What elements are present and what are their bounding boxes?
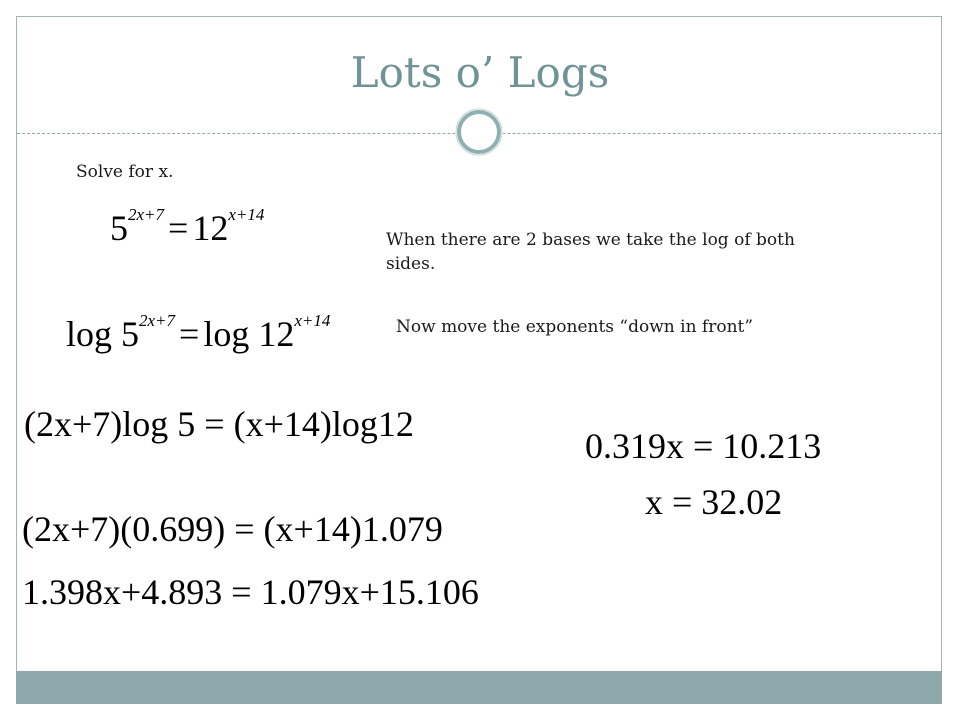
equation-log-both-sides <box>66 311 331 354</box>
equation-exponential <box>110 205 265 248</box>
eq2-left-base: 5 <box>121 314 140 354</box>
equation-simplified: 0.319x = 10.213 <box>585 426 822 466</box>
eq1-equals: = <box>168 208 189 248</box>
eq1-right-exponent: x+14 <box>228 205 265 224</box>
eq2-right-log: log <box>203 314 250 354</box>
eq2-right-exponent: x+14 <box>294 311 331 330</box>
eq1-left-exponent: 2x+7 <box>128 205 165 224</box>
equation-exponents-down: (2x+7)log 5 = (x+14)log12 <box>24 404 414 444</box>
eq2-right-base: 12 <box>258 314 295 354</box>
prompt-text: Solve for x. <box>76 162 174 182</box>
equation-expanded: 1.398x+4.893 = 1.079x+15.106 <box>22 572 479 612</box>
note-two-bases: When there are 2 bases we take the log of both sides. <box>386 230 795 274</box>
equation-log-values: (2x+7)(0.699) = (x+14)1.079 <box>22 509 443 549</box>
eq1-left-base: 5 <box>110 208 128 248</box>
eq2-left-exponent: 2x+7 <box>139 311 176 330</box>
slide-title: Lots o’ Logs <box>350 48 610 97</box>
equation-solution: x = 32.02 <box>645 482 783 522</box>
eq1-right-base: 12 <box>192 208 229 248</box>
note-exponents: Now move the exponents “down in front” <box>396 317 754 337</box>
footer-accent-bar <box>16 671 942 704</box>
eq2-left-log: log <box>66 314 113 354</box>
eq2-equals: = <box>179 314 200 354</box>
ring-ornament-icon <box>455 108 503 156</box>
